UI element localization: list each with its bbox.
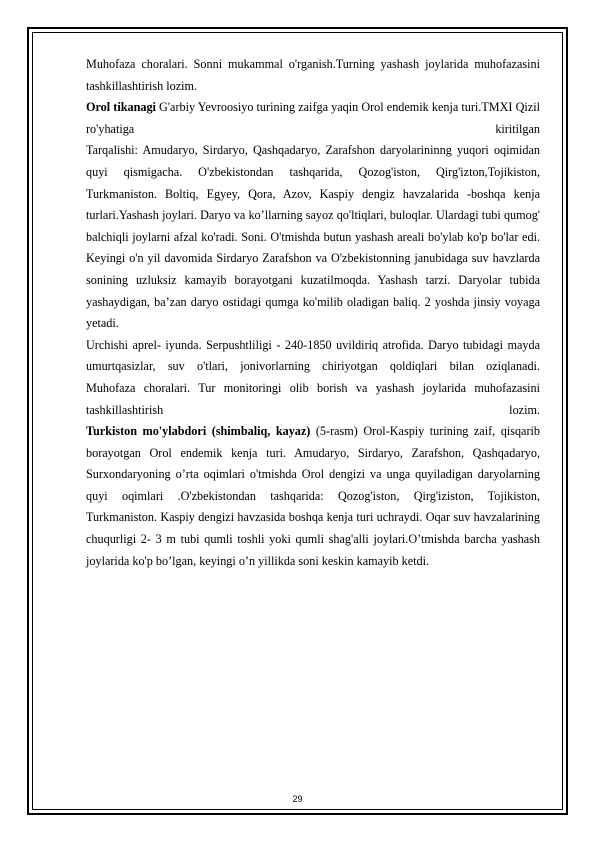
paragraph-reproduction: Urchishi aprel- iyunda. Serpushtliligi - 240-1850 uvildiriq atrofida. Daryo tubidagi mayda umurtqasizlar, suv o'tlari, jonivorlarning chiriyotgan qoldiqlari bilan oziqlanadi. [86,337,540,374]
paragraph-1: Muhofaza choralari. Sonni mukammal o'rganish.Turning yashash joylarida muhofazasini tashkillashtirish lozim. [86,57,540,93]
species-heading-turkiston: Turkiston mo'ylabdori (shimbaliq, kayaz) [86,424,311,439]
paragraph-orol-tikanagi [86,97,540,140]
species-description-text: (5-rasm) Orol-Kaspiy turining zaif, qisqarib borayotgan Orol endemik kenja turi. Amudaryo, Sirdaryo, Zarafshon, Qashqadaryo, Surxondaryoning o’rta oqimlari o'tmishda Orol dengizi va unga quyiladigan daryolarning quyi oqimlari .O'zbekistondan tashqarida: Qozog'iston, Qirg'iziston, Tojikiston, Turkmaniston. Kaspiy dengizi havzasida boshqa kenja turi uchraydi. Oqar suv havzalarining chuqurligi 2- 3 m tubi qumli toshli yoki qumli shag'alli joylari.O’tmishda barcha yashash joylarida ko'p bo’lgan, keyingi o’n yillikda soni keskin kamayib ketdi. [86,424,540,568]
species-intro-text: G'arbiy Yevroosiyo turining zaifga yaqin Orol endemik kenja turi.TMXI Qizil ro'yhatiga kiritilgan [86,100,540,136]
page-number: 29 [292,794,303,804]
paragraph-turkiston-moylabdori [86,421,540,572]
paragraph-distribution: Tarqalishi: Amudaryo, Sirdaryo, Qashqadaryo, Zarafshon daryolarininng yuqori oqimidan quyi qismigacha. O'zbekistondan tashqarida, Qozog'iston, Qirg'izton,Tojikiston, Turkmaniston. Boltiq, Egyey, Qora, Azov, Kaspiy dengiz havzalarida -boshqa kenja turlari.Yashash joylari. Daryo va ko’llarning sayoz qo'ltiqlari, buloqlar. Ulardagi tubi qumog' balchiqli joylarni afzal ko'radi. Soni. O'tmishda butun yashash areali bo'ylab ko'p bo'lar edi. Keyingi o'n yil davomida Sirdaryo Zarafshon va O'zbekistonning janubidaga suv havzlarda sonining uzluksiz kamayib borayotgani kuzatilmoqda. Yashash tarzi. Daryolar tubida yashaydigan, ba’zan daryo ostidagi qumga ko'milib oladigan baliq. 2 yoshda jinsiy voyaga yetadi. [86,143,540,331]
paragraph-protection: Muhofaza choralari. Tur monitoringi olib borish va yashash joylarida muhofazasini tashkillashtirish lozim. [86,380,540,417]
species-heading-orol-tikanagi: Orol tikanagi [86,100,156,115]
document-body [86,54,540,572]
